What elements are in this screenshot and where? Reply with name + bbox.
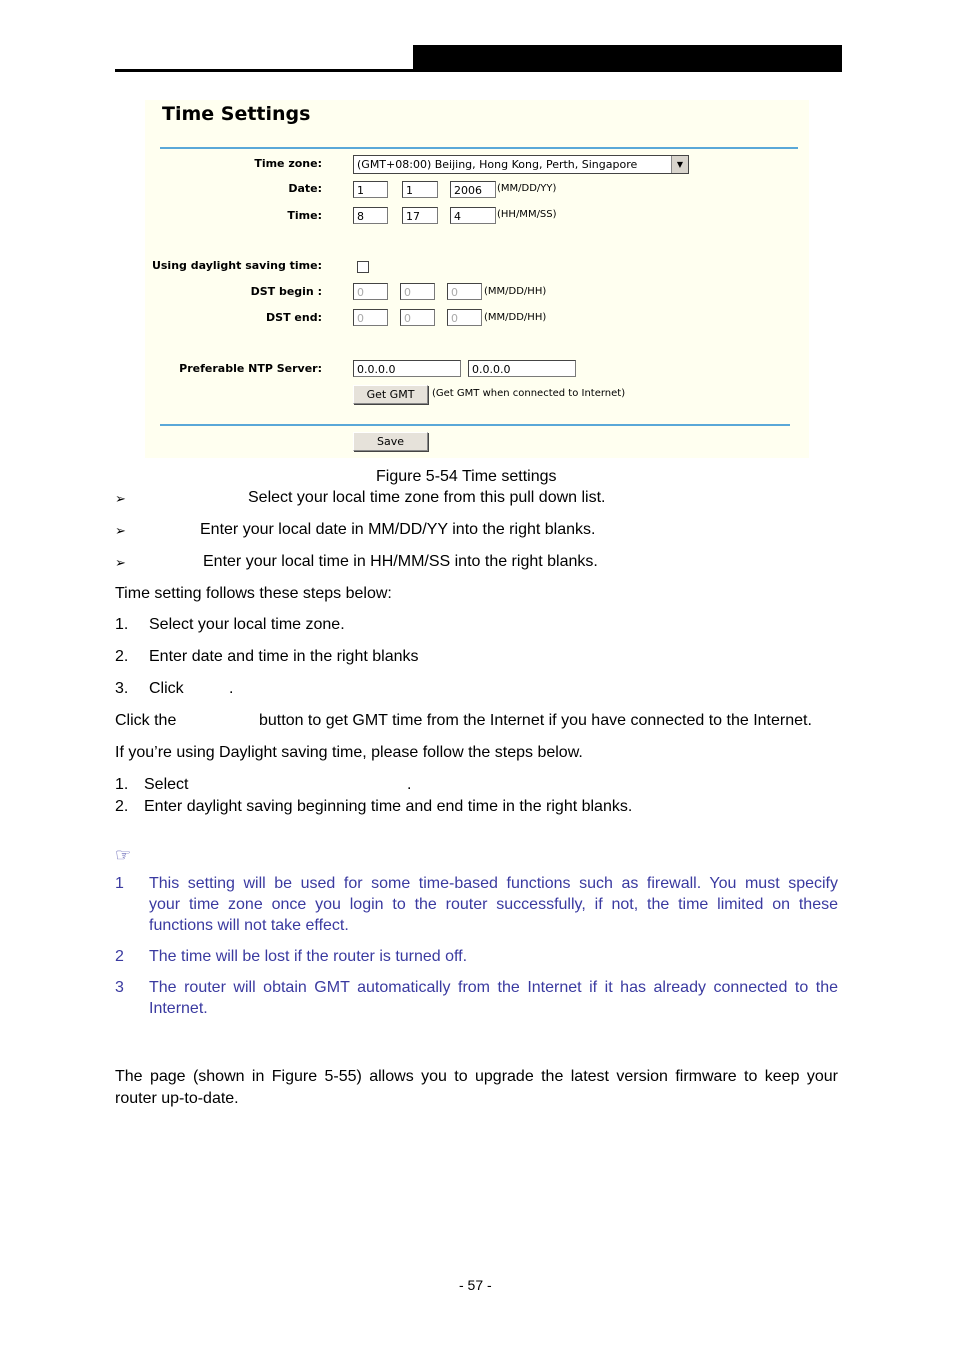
note-line: The time will be lost if the router is turned off.	[149, 948, 468, 965]
note-line: Internet.	[149, 1000, 208, 1017]
ntp-server-1-input[interactable]: 0.0.0.0	[353, 360, 461, 377]
step-text: Click	[149, 680, 184, 697]
header-rule	[115, 69, 413, 72]
chevron-down-icon[interactable]: ▼	[671, 156, 688, 173]
note-number: 2	[115, 948, 124, 965]
dst-step-suffix: .	[407, 776, 412, 793]
dst-begin-day-input[interactable]: 0	[400, 283, 435, 300]
steps-intro: Time setting follows these steps below:	[115, 585, 392, 602]
save-button[interactable]: Save	[353, 432, 428, 451]
dst-begin-month-input[interactable]: 0	[353, 283, 388, 300]
date-year-input[interactable]: 2006	[450, 181, 496, 198]
note-line: your time zone once you login to the router successfully, if not, the time limited on these	[149, 896, 838, 913]
note-line: The router will obtain GMT automatically from the Internet if it has already connected to the	[149, 979, 838, 996]
time-second-input[interactable]: 4	[450, 207, 496, 224]
bullet-text-time: Enter your local time in HH/MM/SS into the right blanks.	[203, 553, 598, 570]
date-label: Date:	[288, 182, 322, 195]
step-text: Select your local time zone.	[149, 616, 345, 633]
time-zone-select[interactable]	[353, 155, 689, 174]
note-line: functions will not take effect.	[149, 917, 349, 934]
dst-end-day-input[interactable]: 0	[400, 309, 435, 326]
dst-end-hour-input[interactable]: 0	[447, 309, 482, 326]
gmt-line-end: button to get GMT time from the Internet if you have connected to the Internet.	[259, 712, 812, 729]
time-unit: (HH/MM/SS)	[497, 209, 557, 220]
bullet-marker: ➢	[115, 491, 126, 506]
date-unit: (MM/DD/YY)	[497, 183, 557, 194]
ntp-label: Preferable NTP Server:	[179, 362, 322, 375]
step-number: 1.	[115, 616, 129, 633]
dst-begin-unit: (MM/DD/HH)	[484, 286, 547, 297]
dst-checkbox[interactable]	[357, 261, 369, 273]
dst-end-label: DST end:	[266, 311, 322, 324]
dst-step-number: 1.	[115, 776, 129, 793]
dst-step-text: Select	[144, 776, 189, 793]
ntp-server-2-input[interactable]: 0.0.0.0	[468, 360, 576, 377]
upgrade-paragraph-line: router up-to-date.	[115, 1090, 239, 1107]
note-number: 3	[115, 979, 124, 996]
time-zone-value: (GMT+08:00) Beijing, Hong Kong, Perth, Singapore	[357, 158, 638, 171]
step-text: Enter date and time in the right blanks	[149, 648, 419, 665]
figure-caption: Figure 5-54 Time settings	[376, 468, 557, 485]
dst-label: Using daylight saving time:	[151, 259, 322, 272]
bullet-marker: ➢	[115, 555, 126, 570]
upgrade-paragraph-line: The page (shown in Figure 5-55) allows you to upgrade the latest version firmware to keep your	[115, 1068, 838, 1085]
time-zone-label: Time zone:	[254, 157, 322, 170]
bullet-text-time-zone: Select your local time zone from this pull down list.	[248, 489, 606, 506]
dst-step-number: 2.	[115, 798, 129, 815]
dst-intro: If you’re using Daylight saving time, please follow the steps below.	[115, 744, 583, 761]
header-bar	[413, 45, 842, 72]
bullet-marker: ➢	[115, 523, 126, 538]
step-suffix: .	[229, 680, 234, 697]
time-settings-panel	[145, 100, 809, 458]
dst-begin-hour-input[interactable]: 0	[447, 283, 482, 300]
dst-end-month-input[interactable]: 0	[353, 309, 388, 326]
dst-begin-label: DST begin :	[250, 285, 322, 298]
divider-bottom	[160, 424, 790, 426]
page-number: - 57 -	[459, 1277, 492, 1293]
divider-top	[160, 147, 798, 149]
date-day-input[interactable]: 1	[402, 181, 438, 198]
dst-step-text: Enter daylight saving beginning time and end time in the right blanks.	[144, 798, 633, 815]
note-line: This setting will be used for some time-based functions such as firewall. You must specify	[149, 875, 838, 892]
step-number: 2.	[115, 648, 129, 665]
note-number: 1	[115, 875, 124, 892]
get-gmt-note: (Get GMT when connected to Internet)	[432, 388, 626, 399]
step-number: 3.	[115, 680, 129, 697]
time-label: Time:	[287, 209, 322, 222]
pointing-hand-icon: ☞	[115, 845, 132, 865]
bullet-text-date: Enter your local date in MM/DD/YY into the right blanks.	[200, 521, 596, 538]
gmt-line-start: Click the	[115, 712, 177, 729]
time-hour-input[interactable]: 8	[353, 207, 388, 224]
panel-title: Time Settings	[162, 103, 311, 125]
dst-end-unit: (MM/DD/HH)	[484, 312, 547, 323]
get-gmt-button[interactable]: Get GMT	[353, 385, 428, 404]
time-minute-input[interactable]: 17	[402, 207, 438, 224]
date-month-input[interactable]: 1	[353, 181, 388, 198]
